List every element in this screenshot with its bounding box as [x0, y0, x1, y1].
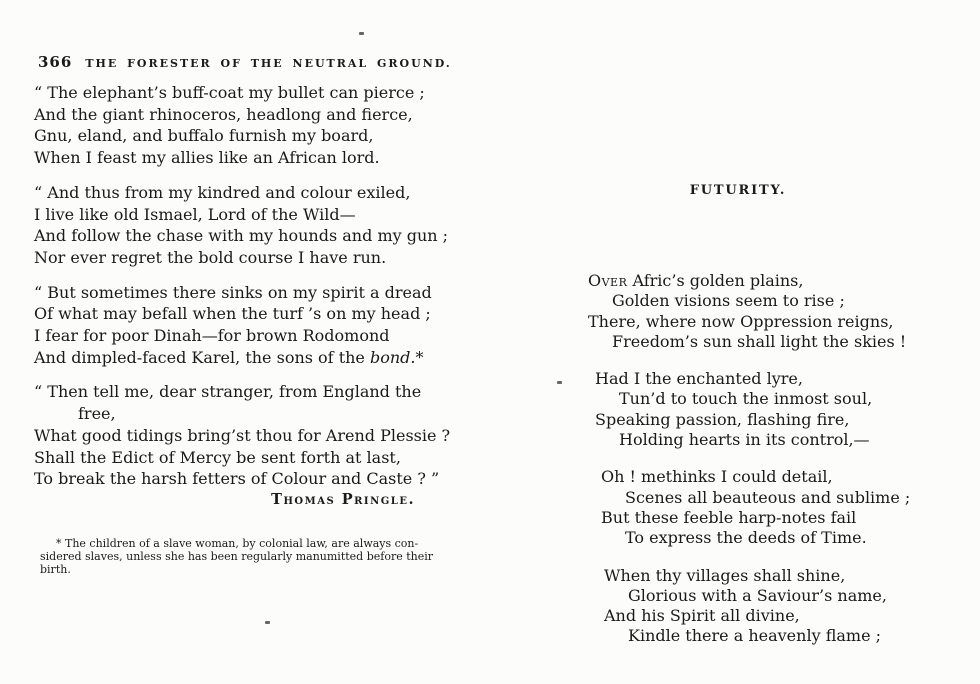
left-poem-body [34, 82, 451, 503]
poem-line: There, where now Oppression reigns, [588, 311, 894, 331]
poem-line: Holding hearts in its control,— [619, 430, 870, 450]
poem-line: “ Then tell me, dear stranger, from England the [34, 382, 422, 402]
footnote-line: sidered slaves, unless she has been regularly manumitted before their [40, 550, 434, 563]
stanza [34, 381, 451, 490]
poem-line: “ And thus from my kindred and colour exiled, [34, 182, 411, 202]
scan-speck [557, 381, 562, 384]
poem-author-signature: Thomas Pringle. [271, 491, 415, 508]
footnote [40, 537, 432, 576]
stanza [595, 369, 958, 450]
poem-line: Had I the enchanted lyre, [595, 369, 803, 389]
poem-line: I live like old Ismael, Lord of the Wild— [34, 204, 356, 224]
scan-speck [359, 32, 364, 35]
poem-line: Tun’d to touch the inmost soul, [619, 389, 873, 409]
poem-line: What good tidings bring’st thou for Arend Plessie ? [34, 425, 451, 445]
poem-line: And the giant rhinoceros, headlong and fierce, [34, 104, 413, 124]
poem-line: When I feast my allies like an African lord. [34, 148, 380, 168]
poem-line: Shall the Edict of Mercy be sent forth at last, [34, 447, 401, 467]
poem-line: And follow the chase with my hounds and my gun ; [34, 226, 449, 246]
poem-line: I fear for poor Dinah—for brown Rodomond [34, 326, 390, 346]
poem-line: Golden visions seem to rise ; [612, 291, 845, 311]
poem-line: free, [78, 404, 116, 424]
stanza [588, 271, 958, 352]
left-page-header [38, 53, 452, 71]
running-title: THE FORESTER OF THE NEUTRAL GROUND. [85, 57, 452, 70]
stanza [34, 282, 438, 369]
poem-line: Over Afric’s golden plains, [588, 271, 804, 290]
stanza [601, 467, 958, 548]
poem-line: Glorious with a Saviour’s name, [628, 585, 887, 605]
stanza [604, 566, 958, 647]
poem-line: Of what may befall when the turf ’s on my head ; [34, 304, 431, 324]
poem-line: To break the harsh fetters of Colour and Caste ? ” [34, 469, 440, 489]
poem-line: But these feeble harp-notes fail [601, 507, 857, 527]
poem-line: To express the deeds of Time. [625, 528, 867, 548]
poem-line: And dimpled-faced Karel, the sons of the bond.* [34, 347, 424, 367]
poem-line: Gnu, eland, and buffalo furnish my board, [34, 126, 374, 146]
stanza [34, 82, 438, 169]
stanza [34, 182, 449, 269]
poem-line: Oh ! methinks I could detail, [601, 467, 833, 487]
poem-line: And his Spirit all divine, [604, 606, 800, 626]
poem-line: “ The elephant’s buff-coat my bullet can pierce ; [34, 83, 425, 102]
poem-line: Kindle there a heavenly flame ; [628, 626, 882, 646]
poem-line: Freedom’s sun shall light the skies ! [612, 331, 907, 351]
scan-speck [265, 621, 270, 624]
poem-line: Nor ever regret the bold course I have run. [34, 247, 387, 267]
right-poem-body [588, 271, 958, 664]
poem-line: “ But sometimes there sinks on my spirit a dread [34, 282, 432, 302]
poem-line: When thy villages shall shine, [604, 565, 846, 585]
poem-title: FUTURITY. [689, 183, 787, 198]
page-number: 366 [38, 53, 73, 71]
poem-line: Scenes all beauteous and sublime ; [625, 487, 911, 507]
poem-line: Speaking passion, flashing fire, [595, 409, 850, 429]
footnote-line: birth. [40, 563, 71, 576]
footnote-line: * The children of a slave woman, by colonial law, are always con- [56, 537, 419, 550]
